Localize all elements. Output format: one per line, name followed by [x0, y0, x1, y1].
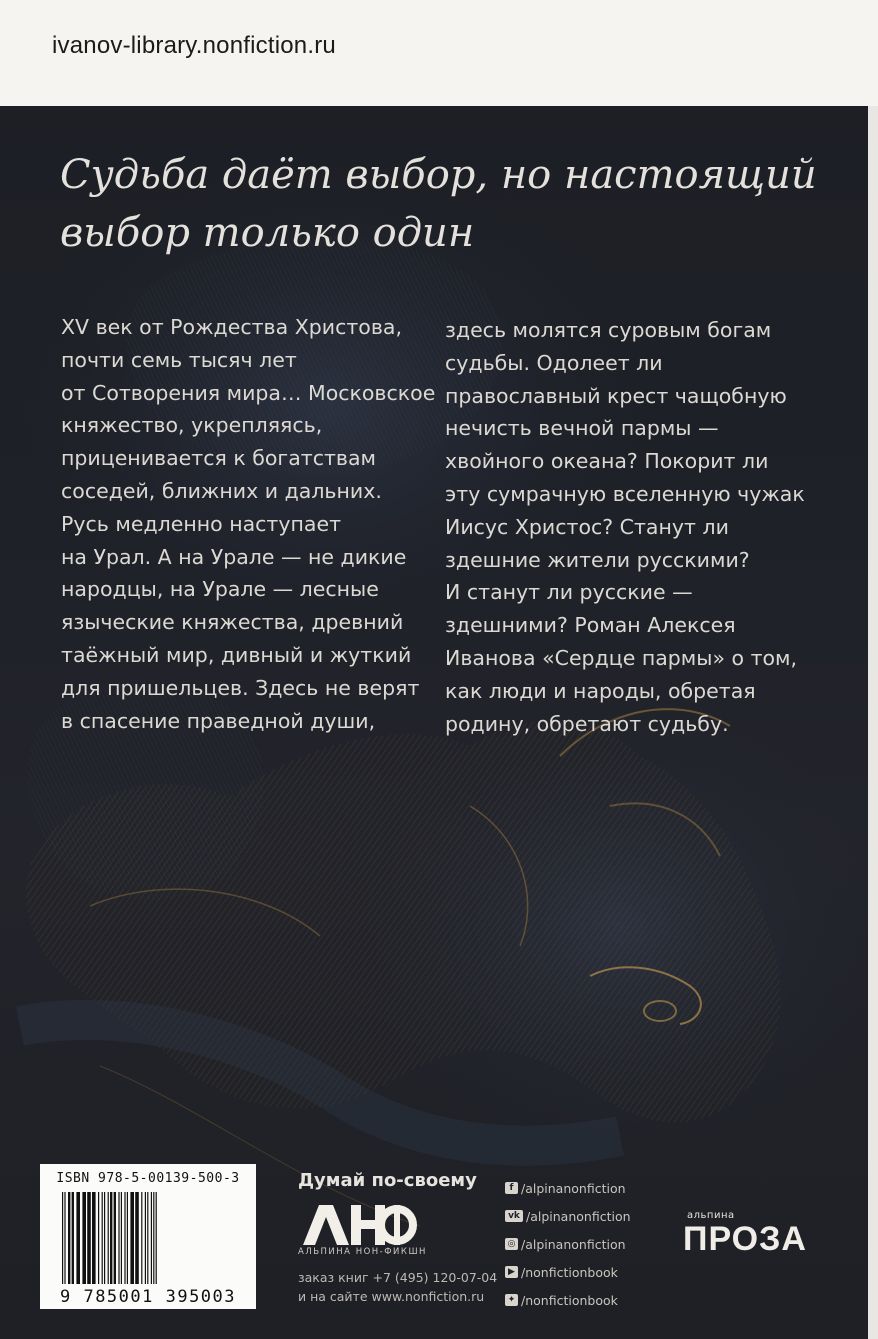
website-url: ivanov-library.nonfiction.ru — [52, 32, 336, 59]
social-handle: /nonfictionbook — [521, 1292, 618, 1308]
annotation-line: здешними? Роман Алексея — [445, 613, 736, 638]
barcode-bar — [76, 1192, 80, 1284]
barcode-bar — [64, 1192, 65, 1284]
annotation-line: здешние жители русскими? — [445, 547, 750, 572]
tagline-line: выбор только один — [60, 210, 475, 256]
barcode-bar — [127, 1192, 128, 1284]
annotation-line: Русь медленно наступает — [61, 511, 342, 536]
barcode-bar — [68, 1192, 70, 1284]
imprint-label: альпина — [687, 1210, 735, 1221]
annotation-line: соседей, ближних и дальних. — [61, 478, 382, 503]
cover-edge — [868, 106, 878, 1339]
annotation-line: судьбы. Одолеет ли — [445, 350, 663, 375]
barcode-bar — [104, 1192, 105, 1284]
social-link-facebook — [505, 1174, 631, 1202]
barcode-bar — [87, 1192, 91, 1284]
annotation-line: почти семь тысяч лет — [61, 347, 297, 372]
barcode-bar — [121, 1192, 122, 1284]
annotation-line: народцы, на Урале — лесные — [61, 577, 379, 602]
annotation-line: для пришельцев. Здесь не верят — [61, 675, 420, 700]
annotation-line: здесь молятся суровым богам — [445, 318, 772, 342]
isbn-label: ISBN 978-5-00139-500-3 — [56, 1171, 240, 1186]
tagline-line: Судьба даёт выбор, но настоящий — [60, 152, 817, 198]
barcode-bar — [62, 1192, 63, 1284]
social-handle: /alpinanonfiction — [526, 1208, 631, 1224]
publisher-name: АЛЬПИНА НОН-ФИКШН — [298, 1247, 427, 1257]
facebook-icon: f — [505, 1182, 518, 1194]
annotation-line: в спасение праведной души, — [61, 708, 376, 733]
annotation-line: эту сумрачную вселенную чужак — [445, 481, 805, 506]
youtube-icon: ▶ — [505, 1266, 518, 1278]
publisher-logo — [301, 1203, 417, 1247]
barcode-bar — [156, 1192, 157, 1284]
top-band — [0, 0, 878, 106]
barcode-bar — [124, 1192, 125, 1284]
annotation-line: княжество, укрепляясь, — [61, 413, 323, 438]
barcode-bar — [72, 1192, 74, 1284]
barcode-bar — [135, 1192, 139, 1284]
annotation-left-column — [61, 311, 435, 737]
annotation-right-column — [445, 314, 805, 740]
barcode-bar — [147, 1192, 148, 1284]
social-handle: /nonfictionbook — [521, 1264, 618, 1280]
barcode-bar — [130, 1192, 134, 1284]
barcode-bar — [114, 1192, 116, 1284]
annotation-line: нечисть вечной пармы — — [445, 416, 719, 441]
annotation-line: XV век от Рождества Христова, — [61, 315, 403, 339]
order-website: и на сайте www.nonfiction.ru — [298, 1289, 485, 1304]
vk-icon: vk — [505, 1210, 523, 1222]
barcode-bar — [108, 1192, 109, 1284]
publisher-motto: Думай по-своему — [298, 1170, 477, 1191]
barcode-digits: 9 785001 395003 — [59, 1287, 237, 1307]
back-cover — [0, 106, 868, 1339]
social-handle: /alpinanonfiction — [521, 1236, 626, 1252]
annotation-line: от Сотворения мира… Московское — [61, 380, 436, 405]
imprint-logo: ПРОЗА — [683, 1220, 807, 1258]
barcode-bar — [141, 1192, 142, 1284]
barcode-bar — [145, 1192, 146, 1284]
barcode-bar — [118, 1192, 119, 1284]
annotation-line: прицениваeтся к богатствам — [61, 446, 377, 471]
social-handle: /alpinanonfiction — [521, 1180, 626, 1196]
social-link-youtube — [505, 1258, 631, 1286]
annotation-line: на Урал. А на Урале — не дикие — [61, 544, 407, 569]
annotation-line: И станут ли русские — — [445, 580, 693, 605]
annotation-line: хвойного океана? Покорит ли — [445, 449, 769, 474]
isbn-barcode — [40, 1164, 256, 1309]
social-links — [505, 1174, 631, 1314]
barcode-bar — [110, 1192, 112, 1284]
social-link-vk — [505, 1202, 631, 1230]
barcode-bar — [92, 1192, 96, 1284]
order-phone: заказ книг +7 (495) 120-07-04 — [298, 1270, 498, 1285]
twitter-icon: ✦ — [505, 1294, 518, 1306]
annotation-line: Иванова «Сердце пармы» о том, — [445, 645, 798, 670]
barcode-bar — [102, 1192, 103, 1284]
instagram-icon: ◎ — [505, 1238, 518, 1250]
barcode-bars — [60, 1192, 250, 1284]
barcode-bar — [82, 1192, 86, 1284]
annotation-line: православный крест чащобную — [445, 383, 787, 408]
barcode-bar — [151, 1192, 152, 1284]
social-link-twitter — [505, 1286, 631, 1314]
barcode-bar — [153, 1192, 154, 1284]
annotation-line: языческие княжества, древний — [61, 610, 404, 635]
annotation-line: Иисус Христос? Станут ли — [445, 514, 729, 539]
barcode-bar — [98, 1192, 99, 1284]
tagline — [60, 146, 817, 262]
social-link-instagram — [505, 1230, 631, 1258]
annotation-line: как люди и народы, обретая — [445, 678, 756, 703]
annotation-line: таёжный мир, дивный и жуткий — [61, 642, 412, 667]
annotation-line: родину, обретают судьбу. — [445, 711, 729, 736]
